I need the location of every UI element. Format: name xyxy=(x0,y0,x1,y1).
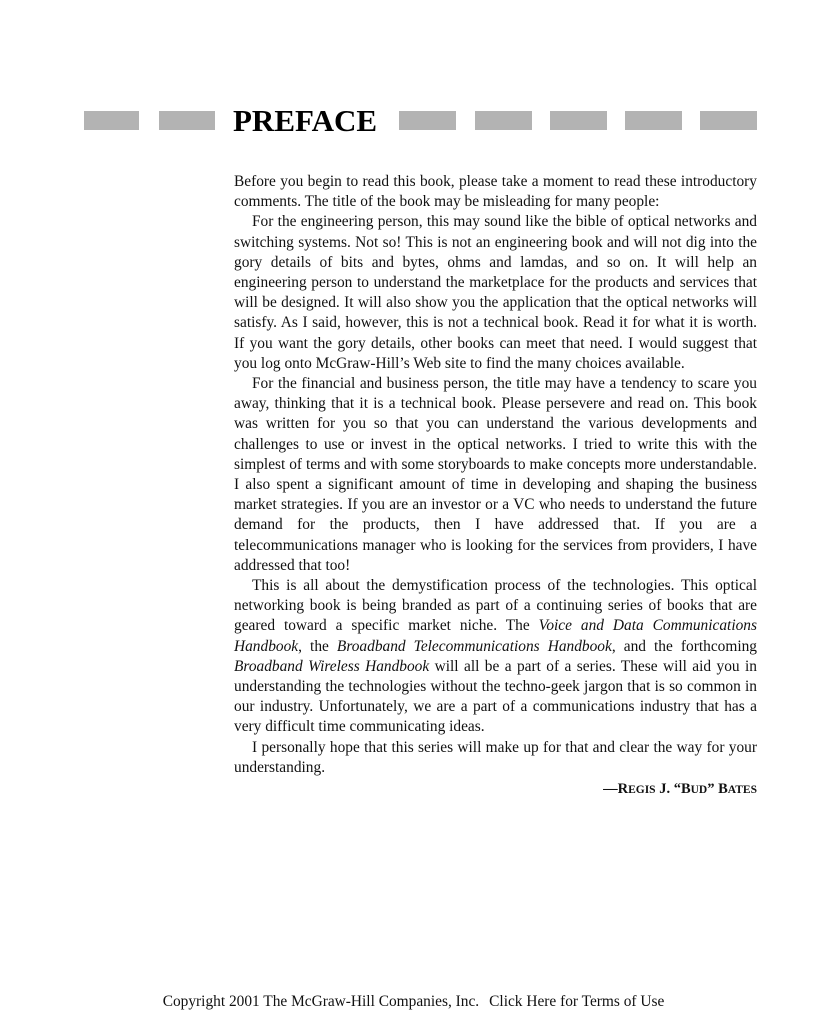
gray-bar-right-3 xyxy=(550,111,607,130)
signature-dash: — xyxy=(603,781,618,798)
page-title: PREFACE xyxy=(233,103,378,138)
signature-part: EGIS xyxy=(628,784,656,797)
paragraph xyxy=(234,374,757,576)
book-title: Broadband Telecommunications Handbook xyxy=(336,637,612,655)
signature-part: ATES xyxy=(727,784,757,797)
copyright-notice: Copyright 2001 The McGraw-Hill Companies, Inc. xyxy=(162,993,480,1010)
gray-bar-right-2 xyxy=(475,111,532,130)
text-run: Before you begin to read this book, please take a moment to read these introductory comments. The title of the book may be misleading for many people: xyxy=(234,173,757,211)
text-run: I personally hope that this series will make up for that and clear the way for your understanding. xyxy=(234,738,757,776)
text-run: , and the forthcoming xyxy=(611,637,757,655)
signature-part: ” B xyxy=(707,781,728,798)
text-run: This is all about the demystification process of the technologies. This optical networking book is being branded as part of a continuing series of books that are geared toward a specific market niche. The xyxy=(234,577,757,635)
signature-part: UD xyxy=(690,784,708,797)
gray-bar-left-2 xyxy=(159,111,215,130)
author-signature xyxy=(234,778,757,800)
paragraph xyxy=(234,212,757,374)
footer xyxy=(0,992,827,1012)
gray-bar-right-5 xyxy=(700,111,757,130)
paragraph xyxy=(234,576,757,738)
text-run: , the xyxy=(298,637,337,655)
gray-bar-right-4 xyxy=(625,111,682,130)
paragraph xyxy=(234,172,757,212)
text-run: will all be a part of a series. These will aid you in understanding the technologies without the techno-geek jargon that is so common in our industry. Unfortunately, we are a part of a communications industry that has a very difficult time communicating ideas. xyxy=(234,657,757,736)
preface-body xyxy=(234,172,757,800)
book-title: Broadband Wireless Handbook xyxy=(234,657,430,675)
paragraph xyxy=(234,738,757,778)
gray-bar-right-1 xyxy=(399,111,456,130)
text-run: For the financial and business person, the title may have a tendency to scare you away, thinking that it is a technical book. Please persevere and read on. This book was written for you so that you can understand the various developments and challenges to use or invest in the optical networks. I tried to write this with the simplest of terms and with some storyboards to make concepts more understandable. I also spent a significant amount of time in developing and shaping the business market strategies. If you are an investor or a VC who needs to understand the future demand for the products, then I have addressed that. If you are a telecommunications manager who is looking for the services from providers, I have addressed that too! xyxy=(234,375,757,574)
gray-bar-left-1 xyxy=(84,111,139,130)
book-title: Voice and Data Communications Handbook xyxy=(234,617,757,655)
signature-part: J. “B xyxy=(655,781,691,798)
terms-of-use-link[interactable]: Click Here for Terms of Use xyxy=(489,993,665,1010)
text-run: For the engineering person, this may sound like the bible of optical networks and switching systems. Not so! This is not an engineering book and will not dig into the gory details of bits and bytes, ohms and lamdas, and so on. It will help an engineering person to understand the marketplace for the products and services that will be designed. It will also show you the application that the optical networks will satisfy. As I said, however, this is not a technical book. Read it for what it is worth. If you want the gory details, other books can meet that need. I would suggest that you log onto McGraw-Hill’s Web site to find the many choices available. xyxy=(234,213,757,372)
signature-part: R xyxy=(617,781,629,798)
